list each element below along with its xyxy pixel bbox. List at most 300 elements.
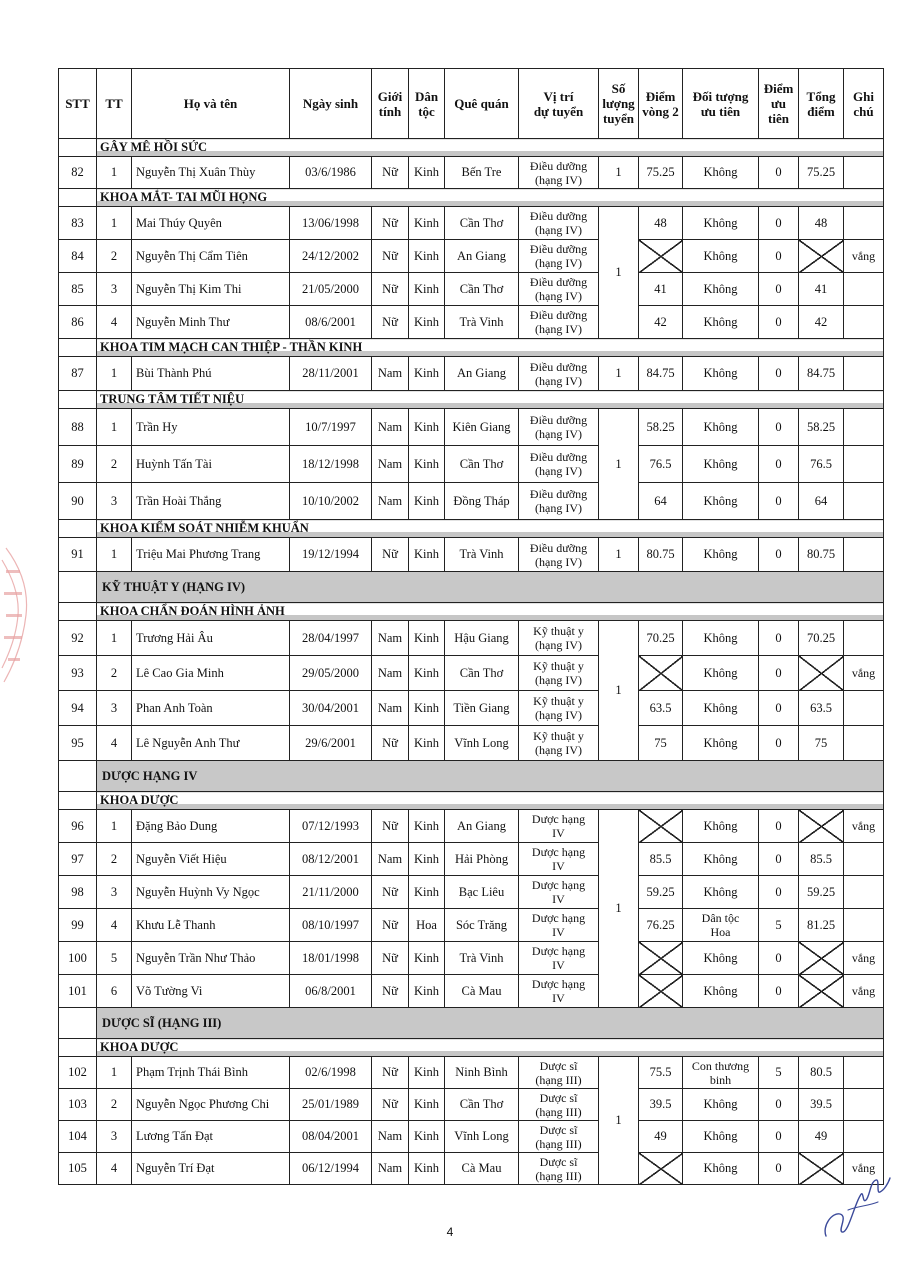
cell-name: Mai Thúy Quyên <box>132 207 290 240</box>
cell-position: Điều dưỡng (hạng IV) <box>519 483 599 520</box>
table-row <box>59 240 884 273</box>
group-row <box>59 1008 884 1039</box>
crossed-out-total <box>799 656 844 691</box>
cell-hometown: Cần Thơ <box>445 446 519 483</box>
cell-hometown: Hải Phòng <box>445 843 519 876</box>
cell-bonus: 0 <box>759 273 799 306</box>
cell-tt: 2 <box>97 446 132 483</box>
cell-dob: 08/12/2001 <box>290 843 372 876</box>
cell-priority: Không <box>683 942 759 975</box>
table-row <box>59 1089 884 1121</box>
crossed-out-total <box>799 810 844 843</box>
cell-stt: 86 <box>59 306 97 339</box>
cell-stt: 87 <box>59 357 97 391</box>
section-row <box>59 792 884 810</box>
cell-total: 75.25 <box>799 157 844 189</box>
cell-name: Nguyễn Huỳnh Vy Ngọc <box>132 876 290 909</box>
cell-total: 70.25 <box>799 621 844 656</box>
cell-note <box>844 207 884 240</box>
cell-note <box>844 157 884 189</box>
cell-gender: Nam <box>372 621 409 656</box>
cell-name: Nguyễn Trần Như Thảo <box>132 942 290 975</box>
cell-ethnic: Kinh <box>409 726 445 761</box>
cell-note <box>844 621 884 656</box>
cell-score: 49 <box>639 1121 683 1153</box>
cell-score: 75 <box>639 726 683 761</box>
cell-priority: Con thương binh <box>683 1057 759 1089</box>
cell-stt: 88 <box>59 409 97 446</box>
crossed-out-score <box>639 1153 683 1185</box>
table-row <box>59 538 884 572</box>
cell-note <box>844 409 884 446</box>
cell-total: 81.25 <box>799 909 844 942</box>
cell-gender: Nam <box>372 1153 409 1185</box>
cell-name: Lê Nguyễn Anh Thư <box>132 726 290 761</box>
group-title: DƯỢC HẠNG IV <box>97 761 884 792</box>
cell-score: 41 <box>639 273 683 306</box>
table-row <box>59 306 884 339</box>
cell-quota: 1 <box>599 409 639 520</box>
cell-priority: Không <box>683 357 759 391</box>
cell-total: 49 <box>799 1121 844 1153</box>
cell-hometown: Sóc Trăng <box>445 909 519 942</box>
cell-name: Nguyễn Trí Đạt <box>132 1153 290 1185</box>
cell-dob: 10/10/2002 <box>290 483 372 520</box>
cell-note: vắng <box>844 656 884 691</box>
table-row <box>59 273 884 306</box>
cell-position: Dược hạng IV <box>519 843 599 876</box>
crossed-out-score <box>639 942 683 975</box>
cell-ethnic: Kinh <box>409 157 445 189</box>
cell-name: Nguyễn Ngọc Phương Chi <box>132 1089 290 1121</box>
cell-bonus: 0 <box>759 876 799 909</box>
table-row <box>59 726 884 761</box>
cell-note <box>844 273 884 306</box>
cell-gender: Nữ <box>372 1089 409 1121</box>
cell-gender: Nữ <box>372 942 409 975</box>
cell-stt: 85 <box>59 273 97 306</box>
cell-tt: 2 <box>97 843 132 876</box>
cell-gender: Nữ <box>372 726 409 761</box>
cell-score: 75.25 <box>639 157 683 189</box>
cell-total: 63.5 <box>799 691 844 726</box>
cell-tt: 1 <box>97 538 132 572</box>
cell-stt: 104 <box>59 1121 97 1153</box>
cell-tt: 4 <box>97 726 132 761</box>
cell-priority: Không <box>683 1121 759 1153</box>
section-row <box>59 603 884 621</box>
cell-position: Dược hạng IV <box>519 876 599 909</box>
cell-ethnic: Kinh <box>409 1121 445 1153</box>
cell-name: Nguyễn Thị Cẩm Tiên <box>132 240 290 273</box>
cell-score: 85.5 <box>639 843 683 876</box>
cell-total: 76.5 <box>799 446 844 483</box>
section-title: KHOA TIM MẠCH CAN THIỆP - THẦN KINH <box>97 339 884 357</box>
section-row <box>59 391 884 409</box>
cell-stt: 84 <box>59 240 97 273</box>
cell-ethnic: Kinh <box>409 240 445 273</box>
cell-score: 70.25 <box>639 621 683 656</box>
cell-quota: 1 <box>599 538 639 572</box>
cell-score: 64 <box>639 483 683 520</box>
cell-hometown: Bến Tre <box>445 157 519 189</box>
section-title: KHOA CHẨN ĐOÁN HÌNH ẢNH <box>97 603 884 621</box>
cell-dob: 25/01/1989 <box>290 1089 372 1121</box>
cell-hometown: Vĩnh Long <box>445 1121 519 1153</box>
header-round2-score: Điểm vòng 2 <box>639 69 683 139</box>
cell-tt: 3 <box>97 483 132 520</box>
cell-note: vắng <box>844 1153 884 1185</box>
cell-name: Triệu Mai Phương Trang <box>132 538 290 572</box>
cell-priority: Không <box>683 876 759 909</box>
cell-priority: Không <box>683 409 759 446</box>
cell-hometown: Ninh Bình <box>445 1057 519 1089</box>
cell-quota: 1 <box>599 357 639 391</box>
cell-quota: 1 <box>599 1057 639 1185</box>
cell-tt: 1 <box>97 1057 132 1089</box>
cell-dob: 21/11/2000 <box>290 876 372 909</box>
cell-gender: Nam <box>372 656 409 691</box>
group-row <box>59 572 884 603</box>
cell-gender: Nam <box>372 843 409 876</box>
cell-priority: Không <box>683 306 759 339</box>
cell-tt: 1 <box>97 621 132 656</box>
cell-gender: Nữ <box>372 909 409 942</box>
table-row <box>59 909 884 942</box>
cell-stt: 105 <box>59 1153 97 1185</box>
cell-dob: 21/05/2000 <box>290 273 372 306</box>
cell-total: 80.75 <box>799 538 844 572</box>
header-note: Ghi chú <box>844 69 884 139</box>
cell-priority: Không <box>683 157 759 189</box>
cell-dob: 18/01/1998 <box>290 942 372 975</box>
cell-gender: Nữ <box>372 157 409 189</box>
cell-score: 84.75 <box>639 357 683 391</box>
section-title: KHOA DƯỢC <box>97 792 884 810</box>
cell-note <box>844 726 884 761</box>
cell-dob: 06/12/1994 <box>290 1153 372 1185</box>
table-row <box>59 942 884 975</box>
cell-priority: Không <box>683 843 759 876</box>
cell-tt: 3 <box>97 876 132 909</box>
cell-ethnic: Kinh <box>409 621 445 656</box>
cell-ethnic: Kinh <box>409 810 445 843</box>
cell-dob: 08/6/2001 <box>290 306 372 339</box>
cell-note <box>844 1121 884 1153</box>
table-row <box>59 357 884 391</box>
table-row <box>59 409 884 446</box>
cell-note <box>844 357 884 391</box>
header-ethnic: Dân tộc <box>409 69 445 139</box>
table-row <box>59 810 884 843</box>
table-row <box>59 207 884 240</box>
cell-bonus: 0 <box>759 157 799 189</box>
cell-stt: 98 <box>59 876 97 909</box>
cell-position: Dược sĩ (hạng III) <box>519 1057 599 1089</box>
cell-tt: 1 <box>97 357 132 391</box>
cell-name: Phạm Trịnh Thái Bình <box>132 1057 290 1089</box>
cell-total: 75 <box>799 726 844 761</box>
cell-quota: 1 <box>599 810 639 1008</box>
cell-dob: 29/6/2001 <box>290 726 372 761</box>
cell-bonus: 0 <box>759 975 799 1008</box>
cell-position: Điều dưỡng (hạng IV) <box>519 357 599 391</box>
table-row <box>59 975 884 1008</box>
cell-dob: 24/12/2002 <box>290 240 372 273</box>
cell-score: 42 <box>639 306 683 339</box>
table-row <box>59 1153 884 1185</box>
section-title: KHOA KIỂM SOÁT NHIỄM KHUẨN <box>97 520 884 538</box>
cell-position: Kỹ thuật y (hạng IV) <box>519 726 599 761</box>
cell-gender: Nam <box>372 1121 409 1153</box>
cell-note: vắng <box>844 975 884 1008</box>
cell-stt: 82 <box>59 157 97 189</box>
cell-stt: 90 <box>59 483 97 520</box>
cell-bonus: 0 <box>759 656 799 691</box>
cell-score: 80.75 <box>639 538 683 572</box>
cell-name: Nguyễn Viết Hiệu <box>132 843 290 876</box>
cell-bonus: 0 <box>759 240 799 273</box>
cell-dob: 28/04/1997 <box>290 621 372 656</box>
cell-score: 39.5 <box>639 1089 683 1121</box>
cell-priority: Không <box>683 810 759 843</box>
crossed-out-total <box>799 240 844 273</box>
cell-total: 41 <box>799 273 844 306</box>
cell-ethnic: Kinh <box>409 1089 445 1121</box>
crossed-out-score <box>639 975 683 1008</box>
cell-position: Kỹ thuật y (hạng IV) <box>519 621 599 656</box>
cell-ethnic: Kinh <box>409 843 445 876</box>
cell-priority: Không <box>683 240 759 273</box>
cell-priority: Không <box>683 1153 759 1185</box>
cell-position: Điều dưỡng (hạng IV) <box>519 409 599 446</box>
cell-dob: 03/6/1986 <box>290 157 372 189</box>
cell-gender: Nam <box>372 357 409 391</box>
red-stamp-fragment <box>0 540 40 690</box>
header-gender: Giới tính <box>372 69 409 139</box>
cell-gender: Nữ <box>372 240 409 273</box>
cell-name: Nguyễn Minh Thư <box>132 306 290 339</box>
cell-bonus: 0 <box>759 843 799 876</box>
cell-position: Kỹ thuật y (hạng IV) <box>519 691 599 726</box>
cell-hometown: Hậu Giang <box>445 621 519 656</box>
cell-note <box>844 1089 884 1121</box>
cell-ethnic: Kinh <box>409 1153 445 1185</box>
cell-total: 48 <box>799 207 844 240</box>
cell-bonus: 0 <box>759 207 799 240</box>
cell-tt: 3 <box>97 273 132 306</box>
cell-note: vắng <box>844 942 884 975</box>
cell-hometown: Cần Thơ <box>445 273 519 306</box>
cell-bonus: 0 <box>759 810 799 843</box>
table-row <box>59 876 884 909</box>
cell-tt: 3 <box>97 691 132 726</box>
cell-note <box>844 1057 884 1089</box>
section-row <box>59 1039 884 1057</box>
cell-hometown: Trà Vinh <box>445 942 519 975</box>
cell-score: 59.25 <box>639 876 683 909</box>
group-title: DƯỢC SĨ (HẠNG III) <box>97 1008 884 1039</box>
cell-hometown: Tiền Giang <box>445 691 519 726</box>
cell-note <box>844 446 884 483</box>
cell-ethnic: Kinh <box>409 538 445 572</box>
cell-name: Lê Cao Gia Minh <box>132 656 290 691</box>
group-row <box>59 761 884 792</box>
cell-priority: Không <box>683 1089 759 1121</box>
cell-stt: 83 <box>59 207 97 240</box>
cell-stt: 99 <box>59 909 97 942</box>
cell-bonus: 0 <box>759 357 799 391</box>
section-row <box>59 520 884 538</box>
cell-position: Điều dưỡng (hạng IV) <box>519 207 599 240</box>
cell-tt: 2 <box>97 240 132 273</box>
crossed-out-total <box>799 942 844 975</box>
header-tt: TT <box>97 69 132 139</box>
cell-ethnic: Kinh <box>409 357 445 391</box>
cell-dob: 06/8/2001 <box>290 975 372 1008</box>
cell-gender: Nam <box>372 446 409 483</box>
cell-ethnic: Kinh <box>409 691 445 726</box>
cell-priority: Không <box>683 273 759 306</box>
cell-tt: 2 <box>97 1089 132 1121</box>
cell-hometown: Bạc Liêu <box>445 876 519 909</box>
cell-stt: 95 <box>59 726 97 761</box>
cell-name: Đặng Bảo Dung <box>132 810 290 843</box>
section-title: TRUNG TÂM TIẾT NIỆU <box>97 391 884 409</box>
crossed-out-score <box>639 810 683 843</box>
cell-total: 39.5 <box>799 1089 844 1121</box>
cell-gender: Nữ <box>372 306 409 339</box>
header-bonus-score: Điểm ưu tiên <box>759 69 799 139</box>
crossed-out-total <box>799 975 844 1008</box>
cell-priority: Dân tộc Hoa <box>683 909 759 942</box>
cell-bonus: 0 <box>759 691 799 726</box>
crossed-out-score <box>639 240 683 273</box>
cell-position: Dược sĩ (hạng III) <box>519 1089 599 1121</box>
cell-name: Bùi Thành Phú <box>132 357 290 391</box>
header-priority-group: Đối tượng ưu tiên <box>683 69 759 139</box>
table-row <box>59 1121 884 1153</box>
cell-total: 85.5 <box>799 843 844 876</box>
cell-total: 80.5 <box>799 1057 844 1089</box>
cell-position: Điều dưỡng (hạng IV) <box>519 306 599 339</box>
cell-name: Lương Tấn Đạt <box>132 1121 290 1153</box>
crossed-out-score <box>639 656 683 691</box>
cell-total: 84.75 <box>799 357 844 391</box>
cell-position: Dược hạng IV <box>519 810 599 843</box>
cell-priority: Không <box>683 207 759 240</box>
cell-hometown: Cần Thơ <box>445 207 519 240</box>
table-row <box>59 691 884 726</box>
cell-ethnic: Kinh <box>409 876 445 909</box>
table-row <box>59 483 884 520</box>
cell-hometown: Cần Thơ <box>445 1089 519 1121</box>
cell-note <box>844 538 884 572</box>
cell-position: Điều dưỡng (hạng IV) <box>519 538 599 572</box>
cell-ethnic: Kinh <box>409 409 445 446</box>
cell-hometown: Trà Vinh <box>445 306 519 339</box>
cell-note <box>844 876 884 909</box>
cell-ethnic: Kinh <box>409 656 445 691</box>
header-quota: Số lượng tuyển <box>599 69 639 139</box>
cell-bonus: 5 <box>759 909 799 942</box>
cell-score: 76.25 <box>639 909 683 942</box>
cell-bonus: 0 <box>759 306 799 339</box>
cell-ethnic: Kinh <box>409 975 445 1008</box>
cell-name: Nguyễn Thị Xuân Thùy <box>132 157 290 189</box>
section-title: KHOA DƯỢC <box>97 1039 884 1057</box>
cell-bonus: 0 <box>759 538 799 572</box>
cell-dob: 18/12/1998 <box>290 446 372 483</box>
cell-gender: Nữ <box>372 1057 409 1089</box>
cell-hometown: Kiên Giang <box>445 409 519 446</box>
table-row <box>59 656 884 691</box>
cell-stt: 96 <box>59 810 97 843</box>
cell-bonus: 0 <box>759 483 799 520</box>
cell-stt: 91 <box>59 538 97 572</box>
cell-hometown: Cần Thơ <box>445 656 519 691</box>
cell-hometown: Trà Vinh <box>445 538 519 572</box>
cell-bonus: 0 <box>759 942 799 975</box>
cell-name: Trần Hy <box>132 409 290 446</box>
cell-hometown: An Giang <box>445 810 519 843</box>
cell-bonus: 0 <box>759 621 799 656</box>
cell-score: 58.25 <box>639 409 683 446</box>
cell-dob: 30/04/2001 <box>290 691 372 726</box>
section-title: GÂY MÊ HỒI SỨC <box>97 139 884 157</box>
cell-position: Điều dưỡng (hạng IV) <box>519 157 599 189</box>
cell-gender: Nữ <box>372 273 409 306</box>
cell-bonus: 5 <box>759 1057 799 1089</box>
cell-name: Khưu Lễ Thanh <box>132 909 290 942</box>
header-dob: Ngày sinh <box>290 69 372 139</box>
cell-dob: 08/10/1997 <box>290 909 372 942</box>
cell-score: 48 <box>639 207 683 240</box>
cell-score: 76.5 <box>639 446 683 483</box>
cell-tt: 2 <box>97 656 132 691</box>
cell-position: Điều dưỡng (hạng IV) <box>519 273 599 306</box>
cell-dob: 08/04/2001 <box>290 1121 372 1153</box>
cell-tt: 4 <box>97 1153 132 1185</box>
table-row <box>59 157 884 189</box>
cell-note: vắng <box>844 240 884 273</box>
cell-ethnic: Kinh <box>409 446 445 483</box>
cell-stt: 103 <box>59 1089 97 1121</box>
cell-ethnic: Kinh <box>409 306 445 339</box>
cell-note <box>844 483 884 520</box>
cell-ethnic: Kinh <box>409 1057 445 1089</box>
cell-bonus: 0 <box>759 409 799 446</box>
cell-tt: 1 <box>97 207 132 240</box>
cell-note <box>844 306 884 339</box>
cell-priority: Không <box>683 446 759 483</box>
cell-ethnic: Kinh <box>409 942 445 975</box>
cell-quota: 1 <box>599 157 639 189</box>
cell-ethnic: Kinh <box>409 207 445 240</box>
cell-position: Kỹ thuật y (hạng IV) <box>519 656 599 691</box>
cell-note <box>844 843 884 876</box>
cell-gender: Nam <box>372 691 409 726</box>
cell-position: Dược sĩ (hạng III) <box>519 1121 599 1153</box>
cell-hometown: Cà Mau <box>445 975 519 1008</box>
cell-hometown: Đồng Tháp <box>445 483 519 520</box>
candidate-results-table <box>58 68 884 1185</box>
cell-gender: Nam <box>372 409 409 446</box>
cell-gender: Nữ <box>372 538 409 572</box>
cell-bonus: 0 <box>759 1121 799 1153</box>
cell-name: Huỳnh Tấn Tài <box>132 446 290 483</box>
cell-total: 58.25 <box>799 409 844 446</box>
